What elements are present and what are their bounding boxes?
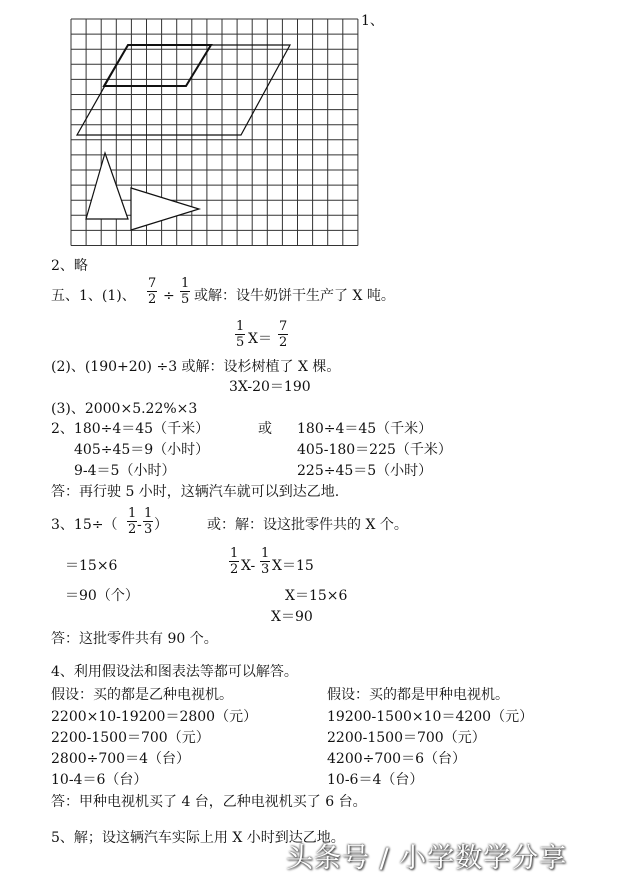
eq-fraction-7-2: $\frac{7}{2}$	[279, 319, 288, 350]
q2-line2-right: 405-180＝225（千米）	[297, 442, 452, 458]
divide-sign: ÷	[163, 288, 175, 304]
q5-line: 5、解；设这辆汽车实际上用 X 小时到达乙地。	[51, 830, 345, 846]
q4-left-4: 2800÷700＝4（台）	[51, 751, 190, 767]
s5-q1-2: (2)、(190+20) ÷3 或解：设杉树植了 X 棵。	[51, 359, 341, 375]
q3-prefix: 3、15÷（	[51, 517, 118, 533]
q2-answer: 答：再行驶 5 小时，这辆汽车就可以到达乙地.	[51, 484, 340, 500]
q4-left-5: 10-4＝6（台）	[51, 772, 148, 788]
q4-right-3: 2200-1500＝700（元）	[327, 730, 486, 746]
large-parallelogram	[77, 45, 290, 135]
q3-eq-fraction-1-3: $\frac{1}{3}$	[261, 546, 270, 577]
q4-right-2: 19200-1500×10＝4200（元）	[327, 709, 534, 725]
q3-eq3: X＝90	[271, 609, 313, 625]
q3-fraction-1-3: $\frac{1}{3}$	[144, 506, 153, 537]
q2-line2-left: 405÷45＝9（小时）	[74, 442, 210, 458]
q2-line3-right: 225÷45＝5（小时）	[297, 463, 433, 479]
s5-q1-prefix: 五、1、(1)、	[51, 288, 136, 304]
q4-right-4: 4200÷700＝6（台）	[327, 751, 466, 767]
s5-q1-3: (3)、2000×5.22%×3	[51, 401, 198, 417]
q2-or: 或	[258, 421, 272, 437]
eq-fraction-1-5: $\frac{1}{5}$	[236, 319, 245, 350]
q4-answer: 答：甲种电视机买了 4 台，乙种电视机买了 6 台。	[51, 794, 367, 810]
q3-alt: 或：解：设这批零件共的 X 个。	[207, 517, 408, 533]
upright-triangle	[86, 153, 128, 219]
q3-fraction-1-2: $\frac{1}{2}$	[128, 506, 137, 537]
q4-left-1: 假设：买的都是乙种电视机。	[51, 687, 233, 703]
q3-step1: ＝15×6	[65, 558, 118, 574]
q4-left-3: 2200-1500＝700（元）	[51, 730, 210, 746]
q3-close: ）	[154, 517, 168, 533]
q3-step2: ＝90（个）	[65, 588, 139, 604]
q3-answer: 答：这批零件共有 90 个。	[51, 631, 218, 647]
q2-line1-left: 2、180÷4＝45（千米）	[51, 421, 210, 437]
q3-eq2: X＝15×6	[285, 588, 348, 604]
s5-q1-alt: 或解：设牛奶饼干生产了 X 吨。	[194, 288, 395, 304]
q4-right-1: 假设：买的都是甲种电视机。	[327, 687, 509, 703]
fraction-7-2: $\frac{7}{2}$	[148, 276, 157, 307]
q4-intro: 4、利用假设法和图表法等都可以解答。	[51, 664, 298, 680]
watermark: 头条号 / 小学数学分享	[286, 843, 568, 874]
fraction-1-5: $\frac{1}{5}$	[181, 276, 190, 307]
q4-left-2: 2200×10-19200＝2800（元）	[51, 709, 258, 725]
s5-q1-2-eq: 3X-20＝190	[229, 379, 311, 395]
q2-line3-left: 9-4＝5（小时）	[74, 463, 176, 479]
q3-eq-end: X＝15	[272, 558, 314, 574]
q4-right-5: 10-6＝4（台）	[327, 772, 424, 788]
q3-eq-fraction-1-2: $\frac{1}{2}$	[230, 546, 239, 577]
eq-mid: X＝	[248, 331, 272, 347]
q3-minus: -	[137, 517, 142, 533]
q2-line1-right: 180÷4＝45（千米）	[297, 421, 433, 437]
grid-figure	[0, 0, 634, 250]
question-2-label: 2、略	[51, 258, 88, 274]
pointing-triangle	[131, 188, 199, 230]
q3-eq-x: X-	[241, 558, 256, 574]
question-1-label: 1、	[361, 13, 384, 29]
